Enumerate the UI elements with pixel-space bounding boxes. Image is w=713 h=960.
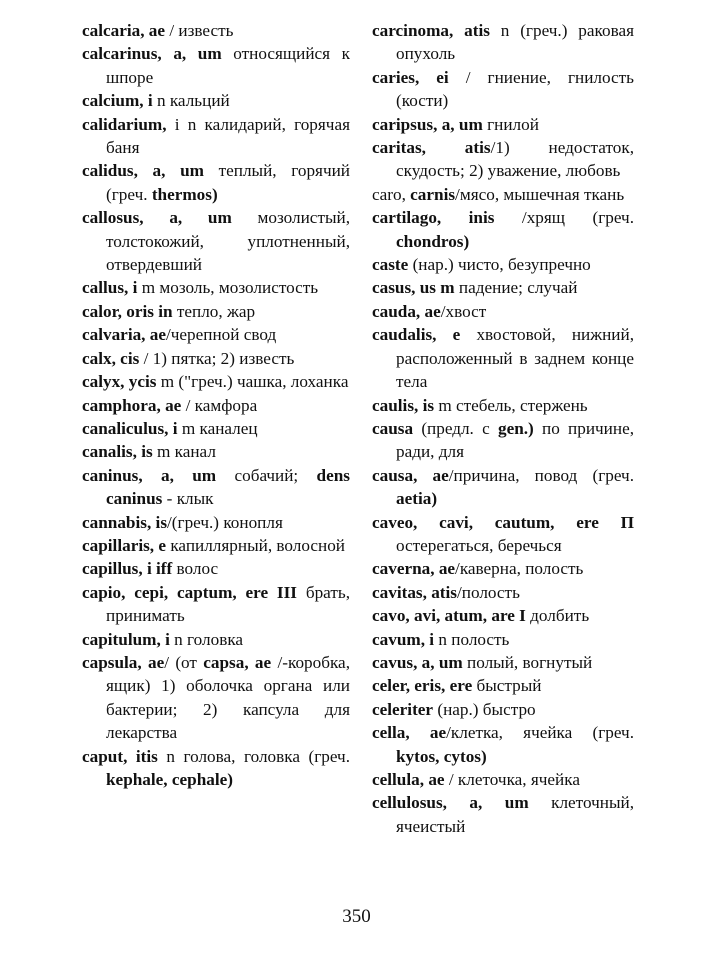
entry-definition: клеточный, ячеистый xyxy=(396,793,634,836)
dictionary-entry xyxy=(372,394,634,417)
entry-definition: мозолистый, толстокожий, уплотненный, отвердевший xyxy=(106,208,350,275)
entry-headword: kephale, cephale) xyxy=(106,770,233,789)
entry-definition: полый, вогнутый xyxy=(462,652,593,672)
entry-definition: (нар.) быстро xyxy=(433,699,536,719)
entry-definition: /клетка, ячейка (греч. xyxy=(446,723,634,743)
entry-headword: capio, cepi, captum, ere III xyxy=(82,582,297,602)
entry-definition: m ("греч.) чашка, лоханка xyxy=(156,372,349,392)
dictionary-entry xyxy=(372,768,634,791)
entry-definition: тепло, жар xyxy=(172,301,256,321)
entry-headword: cavo, avi, atum, are I xyxy=(372,606,526,626)
entry-definition: /хрящ (греч. xyxy=(494,208,634,228)
entry-headword: caverna, ae xyxy=(372,559,456,579)
entry-headword: casus, us m xyxy=(372,278,455,298)
entry-headword: calcarinus, a, um xyxy=(82,44,222,64)
entry-definition: волос xyxy=(172,559,219,579)
entry-headword: caries, ei xyxy=(372,67,449,87)
entry-headword: celeriter xyxy=(372,699,434,719)
entry-headword: callus, i xyxy=(82,278,138,298)
entry-definition: m стебель, стержень xyxy=(434,395,588,415)
entry-definition: капиллярный, волосной xyxy=(166,535,345,555)
entry-headword: cella, ae xyxy=(372,723,447,743)
entry-definition: n полость xyxy=(434,629,510,649)
dictionary-entry xyxy=(82,159,350,206)
entry-definition: долбить xyxy=(525,606,590,626)
dictionary-entry xyxy=(372,300,634,323)
dictionary-entry xyxy=(82,628,350,651)
dictionary-entry xyxy=(82,276,350,299)
entry-definition: / клеточка, ячейка xyxy=(444,770,580,789)
right-column xyxy=(372,19,634,838)
entry-headword: celer, eris, ere xyxy=(372,676,473,696)
entry-definition: /(греч.) конопля xyxy=(167,512,283,532)
entry-headword: camphora, ae xyxy=(82,395,182,415)
entry-headword: capsula, ae xyxy=(82,652,165,672)
entry-headword: aetia) xyxy=(396,489,438,509)
entry-definition: caro, xyxy=(372,184,411,204)
dictionary-entry xyxy=(82,440,350,463)
entry-definition: остерегаться, беречься xyxy=(396,535,562,555)
entry-definition: относящийся к шпоре xyxy=(106,44,350,87)
dictionary-entry xyxy=(372,206,634,253)
entry-headword: cavus, a, um xyxy=(372,652,463,672)
dictionary-entry xyxy=(372,464,634,511)
dictionary-entry xyxy=(82,394,350,417)
entry-definition: i n калидарий, горячая баня xyxy=(106,114,350,158)
entry-headword: gen.) xyxy=(497,418,534,438)
page-number: 350 xyxy=(342,906,371,927)
dictionary-entry xyxy=(372,628,634,651)
entry-definition: быстрый xyxy=(472,676,542,696)
dictionary-entry xyxy=(82,113,350,160)
entry-definition: / 1) пятка; 2) известь xyxy=(139,348,295,368)
entry-headword: capsa, ae xyxy=(203,652,272,672)
entry-headword: caste xyxy=(372,255,409,275)
entry-headword: capillus, i iff xyxy=(82,559,173,579)
entry-definition: /каверна, полость xyxy=(455,559,584,579)
dictionary-entry xyxy=(372,66,634,113)
entry-definition: n головка xyxy=(169,629,244,649)
entry-headword: thermos) xyxy=(151,184,218,204)
entry-headword: caninus, a, um xyxy=(82,465,217,485)
entry-definition: хвостовой, нижний, расположенный в заднем конце тела xyxy=(396,325,634,392)
dictionary-entry xyxy=(372,557,634,580)
dictionary-entry xyxy=(372,323,634,393)
entry-headword: calidus, a, um xyxy=(82,161,204,181)
entry-headword: calvaria, ae xyxy=(82,325,166,345)
dictionary-entry xyxy=(82,534,350,557)
entry-headword: callosus, a, um xyxy=(82,208,232,228)
entry-headword: cavum, i xyxy=(372,629,435,649)
dictionary-entry xyxy=(372,651,634,674)
entry-definition: теплый, горячий (греч. xyxy=(106,161,350,204)
entry-headword: cellula, ae xyxy=(372,770,445,789)
entry-headword: calor, oris in xyxy=(82,301,173,321)
dictionary-entry xyxy=(82,19,350,42)
entry-definition: собачий; xyxy=(216,465,317,485)
dictionary-entry xyxy=(372,136,634,183)
entry-headword: caritas, atis xyxy=(372,138,491,158)
entry-definition: n голова, головка (греч. xyxy=(157,746,350,766)
entry-definition: по причине, ради, для xyxy=(396,418,635,462)
entry-headword: causa xyxy=(372,418,414,438)
entry-definition: брать, принимать xyxy=(106,582,351,626)
dictionary-entry xyxy=(372,113,634,136)
dictionary-entry xyxy=(372,791,634,838)
entry-headword: caudalis, e xyxy=(372,325,461,345)
dictionary-entry xyxy=(372,183,634,206)
entry-headword: carcinoma, atis xyxy=(372,21,490,40)
entry-headword: calx, cis xyxy=(82,348,140,368)
entry-headword: canalis, is xyxy=(82,442,153,462)
entry-definition: - клык xyxy=(162,489,214,509)
entry-definition: /1) недостаток, скудость; 2) уважение, любовь xyxy=(396,138,634,181)
entry-headword: cannabis, is xyxy=(82,512,168,532)
entry-definition: m каналец xyxy=(177,418,258,438)
entry-definition: n (греч.) раковая опухоль xyxy=(396,21,634,64)
entry-definition: /полость xyxy=(456,582,520,602)
entry-definition: / камфора xyxy=(181,395,258,415)
entry-definition: /-коробка, ящик) 1) оболочка органа или бактерии; 2) капсула для лекарства xyxy=(106,652,350,743)
entry-headword: cavitas, atis xyxy=(372,582,457,602)
entry-headword: caveo, cavi, cautum, ere П xyxy=(372,512,634,532)
entry-headword: chondros) xyxy=(396,231,470,251)
entry-definition: n кальций xyxy=(152,91,230,111)
dictionary-entry xyxy=(372,417,634,464)
entry-headword: caulis, is xyxy=(372,395,435,415)
entry-headword: kytos, cytos) xyxy=(396,746,487,766)
entry-definition: /причина, повод (греч. xyxy=(448,465,634,485)
dictionary-entry xyxy=(82,300,350,323)
left-column xyxy=(82,19,350,791)
entry-headword: cauda, ae xyxy=(372,301,441,321)
dictionary-entry xyxy=(372,511,634,558)
dictionary-entry xyxy=(372,253,634,276)
entry-headword: capillaris, e xyxy=(82,535,167,555)
entry-headword: calcaria, ae xyxy=(82,21,166,40)
dictionary-entry xyxy=(372,698,634,721)
entry-headword: cellulosus, a, um xyxy=(372,793,529,813)
dictionary-entry xyxy=(82,651,350,745)
dictionary-entry xyxy=(82,417,350,440)
dictionary-entry xyxy=(82,745,350,792)
dictionary-entry xyxy=(82,89,350,112)
entry-definition: падение; случай xyxy=(454,278,578,298)
entry-definition: (предл. с xyxy=(413,418,498,438)
entry-headword: cartilago, inis xyxy=(372,208,495,228)
dictionary-entry xyxy=(372,581,634,604)
dictionary-entry xyxy=(82,42,350,89)
entry-headword: carnis xyxy=(410,184,456,204)
dictionary-entry xyxy=(372,721,634,768)
entry-headword: dens caninus xyxy=(106,465,350,509)
dictionary-entry xyxy=(82,581,350,628)
dictionary-entry xyxy=(82,511,350,534)
entry-definition: /мясо, мышечная ткань xyxy=(455,184,625,204)
entry-definition: /хвост xyxy=(440,301,487,321)
entry-headword: caripsus, a, um xyxy=(372,114,483,134)
dictionary-entry xyxy=(82,557,350,580)
dictionary-entry xyxy=(372,604,634,627)
entry-definition: /черепной свод xyxy=(166,325,277,345)
dictionary-entry xyxy=(372,19,634,66)
entry-definition: гнилой xyxy=(482,114,539,134)
entry-definition: m мозоль, мозолистость xyxy=(137,278,319,298)
dictionary-entry xyxy=(372,276,634,299)
entry-headword: calcium, i xyxy=(82,91,153,111)
entry-definition: m канал xyxy=(152,442,216,462)
entry-headword: calyx, ycis xyxy=(82,372,157,392)
entry-definition: / гниение, гнилость (кости) xyxy=(396,67,634,111)
entry-headword: capitulum, i xyxy=(82,629,170,649)
dictionary-entry xyxy=(82,323,350,346)
dictionary-entry xyxy=(82,347,350,370)
dictionary-entry xyxy=(82,464,350,511)
dictionary-entry xyxy=(82,206,350,276)
entry-headword: caput, itis xyxy=(82,746,158,766)
entry-headword: calidarium, xyxy=(82,114,175,134)
entry-headword: canaliculus, i xyxy=(82,418,178,438)
entry-definition: / (от xyxy=(164,652,204,672)
entry-definition: (нар.) чисто, безупречно xyxy=(408,255,591,275)
entry-headword: causa, ae xyxy=(372,465,449,485)
dictionary-entry xyxy=(82,370,350,393)
dictionary-entry xyxy=(372,674,634,697)
entry-definition: / известь xyxy=(165,21,234,40)
